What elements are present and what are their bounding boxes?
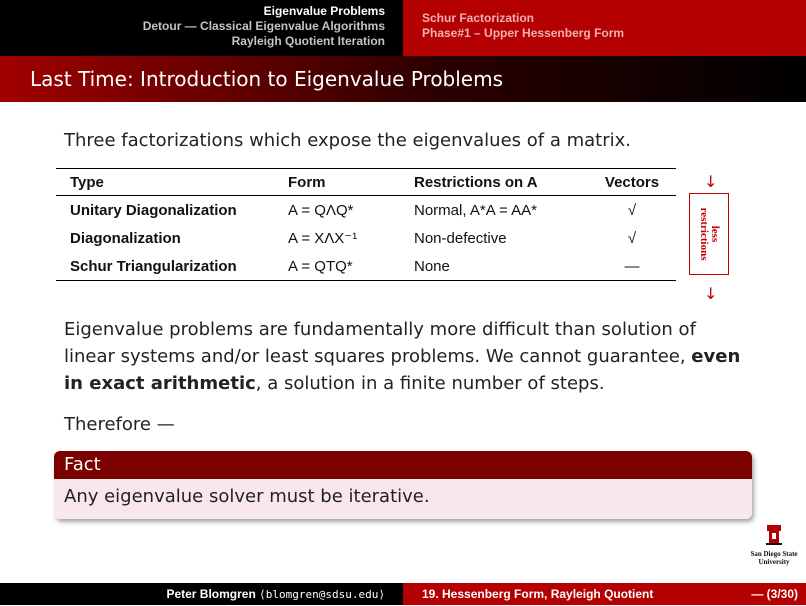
table-row — [56, 224, 676, 252]
table-cell-restrictions: Normal, A*A = AA* — [414, 201, 537, 219]
sdsu-logo — [744, 524, 804, 570]
logo-text-line2: University — [758, 558, 790, 566]
footer-title: 19. Hessenberg Form, Rayleigh Quotient — [422, 587, 654, 601]
intro-text: Three factorizations which expose the eigenvalues of a matrix. — [64, 130, 631, 151]
fact-block — [54, 451, 752, 519]
subsection-link-hessenberg[interactable]: Phase#1 – Upper Hessenberg Form — [422, 26, 625, 40]
footer-right — [403, 583, 806, 605]
frame-title: Last Time: Introduction to Eigenvalue Problems — [0, 56, 806, 102]
subsection-link-schur[interactable]: Schur Factorization — [422, 11, 535, 25]
column-header-restrictions: Restrictions on A — [414, 173, 538, 191]
down-arrow-icon: ↓ — [704, 172, 718, 191]
footer-email[interactable]: ⟨blomgren@sdsu.edu⟩ — [259, 588, 385, 601]
column-header-vectors: Vectors — [604, 173, 660, 191]
paragraph-text: Eigenvalue problems are fundamentally more difficult than solution of linear systems and/or least squares problems. We cannot guarantee, — [64, 319, 696, 367]
paragraph-text-end: , a solution in a finite number of steps. — [255, 373, 605, 394]
table-cell-form: A = QTQ* — [288, 257, 353, 275]
fact-block-body: Any eigenvalue solver must be iterative. — [54, 479, 752, 519]
headline-sections-left — [0, 0, 403, 56]
table-cell-form: A = XΛX⁻¹ — [288, 230, 358, 247]
footer-bar — [0, 583, 806, 605]
section-link-rayleigh[interactable]: Rayleigh Quotient Iteration — [231, 34, 385, 48]
table-cell-type: Schur Triangularization — [70, 257, 237, 275]
section-link-eigenvalue-problems[interactable]: Eigenvalue Problems — [263, 4, 385, 18]
less-restrictions-label — [698, 208, 720, 261]
logo-text-line1: San Diego State — [750, 550, 798, 558]
body-paragraph — [64, 316, 744, 397]
table-cell-vectors: √ — [627, 201, 637, 219]
table-cell-type: Unitary Diagonalization — [70, 201, 237, 219]
table-row — [56, 252, 676, 281]
table-cell-type: Diagonalization — [70, 229, 181, 247]
table-cell-form: A = QΛQ* — [288, 201, 354, 219]
table-row — [56, 196, 676, 225]
paragraph-emphasis: even in exact arithmetic — [64, 346, 741, 394]
less-restrictions-box — [689, 193, 729, 275]
factorization-table — [56, 168, 676, 281]
down-arrow-icon: ↓ — [704, 284, 718, 303]
sdsu-emblem-icon — [763, 524, 785, 546]
headline-bar — [0, 0, 806, 56]
less-label-line2: restrictions — [698, 207, 710, 261]
less-label-line1: less — [709, 225, 721, 243]
column-header-type: Type — [70, 173, 104, 191]
table-cell-restrictions: Non-defective — [414, 229, 507, 247]
footer-author: Peter Blomgren — [166, 587, 256, 601]
table-header-row — [56, 169, 676, 196]
table-cell-vectors: — — [624, 257, 640, 275]
fact-block-title: Fact — [54, 451, 752, 479]
section-link-detour[interactable]: Detour — Classical Eigenvalue Algorithms — [142, 19, 385, 33]
footer-left — [0, 583, 403, 605]
table-cell-restrictions: None — [414, 257, 450, 275]
table-cell-vectors: √ — [627, 229, 637, 247]
headline-subsections-right — [403, 0, 806, 56]
therefore-text: Therefore — — [64, 414, 175, 435]
column-header-form: Form — [288, 173, 326, 191]
footer-page-number: — (3/30) — [751, 587, 798, 601]
